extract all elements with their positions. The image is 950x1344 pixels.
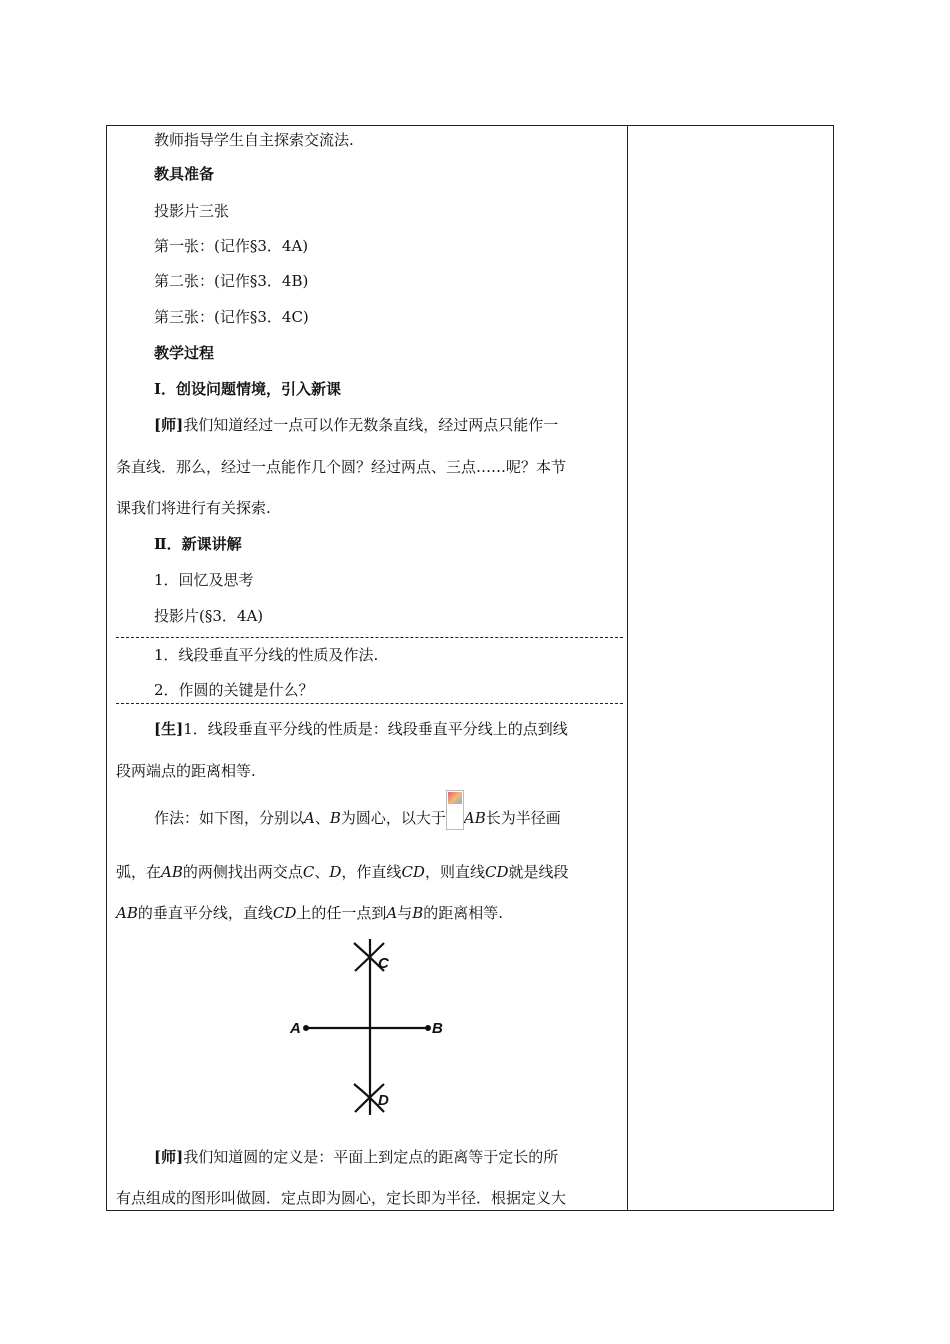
fraction-image-icon: [446, 790, 464, 830]
slide-ref: 投影片(§3．4A): [154, 607, 264, 625]
slide-box-top-border: [116, 637, 623, 638]
speaker-tag: [师]: [154, 1148, 184, 1166]
label-d: D: [378, 1092, 389, 1109]
review-heading: 1．回忆及思考: [154, 571, 254, 589]
student-para-line-2: 段两端点的距离相等.: [116, 762, 256, 780]
teacher-para-1-line-1: [116, 415, 659, 435]
question-1: 1．线段垂直平分线的性质及作法.: [154, 646, 379, 664]
section-1-heading: Ⅰ．创设问题情境，引入新课: [154, 380, 342, 398]
slide-box-bottom-border: [116, 703, 623, 704]
point-b: [425, 1025, 431, 1031]
label-a: A: [290, 1020, 301, 1037]
point-a: [303, 1025, 309, 1031]
speaker-tag: [师]: [154, 416, 184, 434]
tools-text: 投影片三张: [154, 202, 230, 220]
method-line-2: 弧，在AB的两侧找出两交点C、D，作直线CD，则直线CD就是线段: [116, 863, 569, 881]
teacher-para-1-line-2: 条直线．那么，经过一点能作几个圆？经过两点、三点……呢？本节: [116, 458, 567, 476]
student-para-line-1: [116, 719, 659, 739]
teacher-para-1-line-3: 课我们将进行有关探索.: [116, 499, 271, 517]
teacher-para-2-line-1: [116, 1147, 659, 1167]
question-2: 2．作圆的关键是什么？: [154, 681, 314, 699]
speaker-tag: [生]: [154, 720, 184, 738]
method-line-1: 作法：如下图，分别以A、B为圆心，以大于 AB长为半径画: [116, 808, 659, 830]
teacher-text: 我们知道经过一点可以作无数条直线，经过两点只能作一: [183, 416, 559, 434]
heading-tools: 教具准备: [154, 165, 215, 183]
teacher-para-2-line-2: 有点组成的图形叫做圆．定点即为圆心，定长即为半径．根据定义大: [116, 1189, 567, 1207]
section-2-heading: Ⅱ．新课讲解: [154, 535, 242, 553]
student-text: 1．线段垂直平分线的性质是：线段垂直平分线上的点到线: [183, 720, 568, 738]
label-c: C: [378, 955, 389, 972]
perpendicular-bisector-figure: [280, 935, 460, 1120]
teacher-text: 我们知道圆的定义是：平面上到定点的距离等于定长的所: [183, 1148, 559, 1166]
slide-3: 第三张：(记作§3．4C): [154, 308, 309, 326]
method-line-3: AB的垂直平分线，直线CD上的任一点到A与B的距离相等.: [116, 904, 504, 922]
heading-process: 教学过程: [154, 344, 215, 362]
slide-2: 第二张：(记作§3．4B): [154, 272, 309, 290]
label-b: B: [432, 1020, 443, 1037]
slide-1: 第一张：(记作§3．4A): [154, 237, 309, 255]
method-text: 教师指导学生自主探索交流法.: [154, 131, 354, 149]
